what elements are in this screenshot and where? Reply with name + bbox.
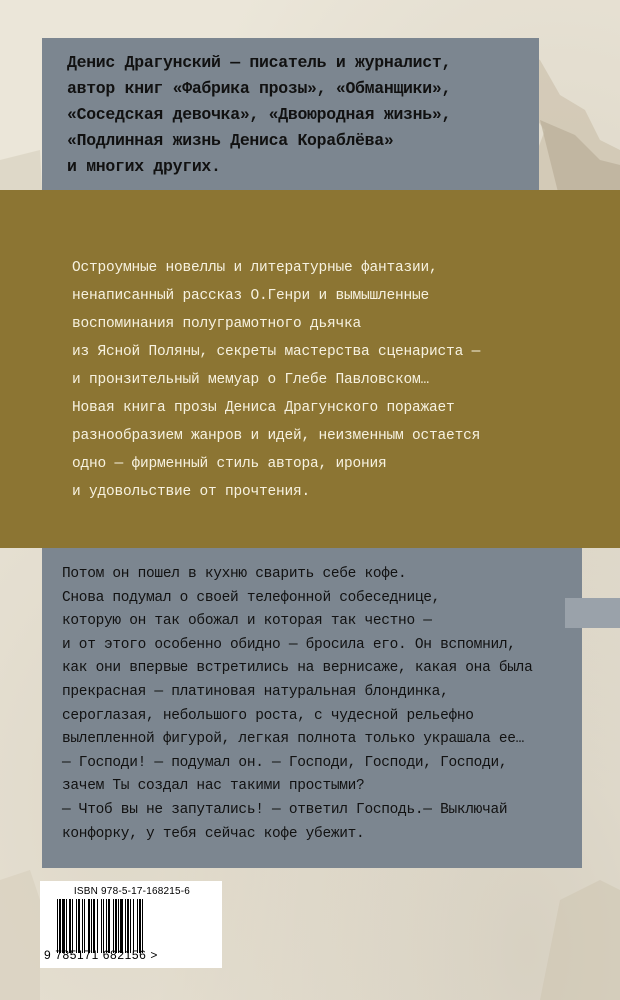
- excerpt-text: Потом он пошел в кухню сварить себе кофе. Снова подумал о своей телефонной собеседнице, которую он так обожал и которая так честно — и от этого особенно обидно — бросила его. Он вспомнил, как они впервые встретились на вернисаже, какая она была прекрасная — платиновая натуральная блондинка, сероглазая, небольшого роста, с чудесной рельефно вылепленной фигурой, легкая полнота только украшала ее… — Господи! — подумал он. — Господи, Господи, Господи, зачем Ты создал нас такими простыми? — Чтоб вы не запутались! — ответил Господь.— Выключай конфорку, у тебя сейчас кофе убежит.: [62, 566, 533, 842]
- isbn-label: ISBN 978-5-17-168215-6: [73, 886, 191, 897]
- barcode-bars: [56, 899, 206, 953]
- annotation-text: Остроумные новеллы и литературные фантазии, ненаписанный рассказ О.Генри и вымышленные воспоминания полуграмотного дьячка из Ясной Поляны, секреты мастерства сценариста — и пронзительный мемуар о Глебе Павловском… Новая книга прозы Дениса Драгунского поражает разнообразием жанров и идей, неизменным остается одно — фирменный стиль автора, ирония и удовольствие от прочтения.: [72, 260, 481, 500]
- author-bio-text: Денис Драгунский — писатель и журналист, автор книг «Фабрика прозы», «Обманщики», «Соседская девочка», «Двоюродная жизнь», «Подлинная жизнь Дениса Кораблёва» и многих других.: [67, 53, 452, 176]
- barcode-digits: 9 785171 682156 >: [44, 948, 158, 962]
